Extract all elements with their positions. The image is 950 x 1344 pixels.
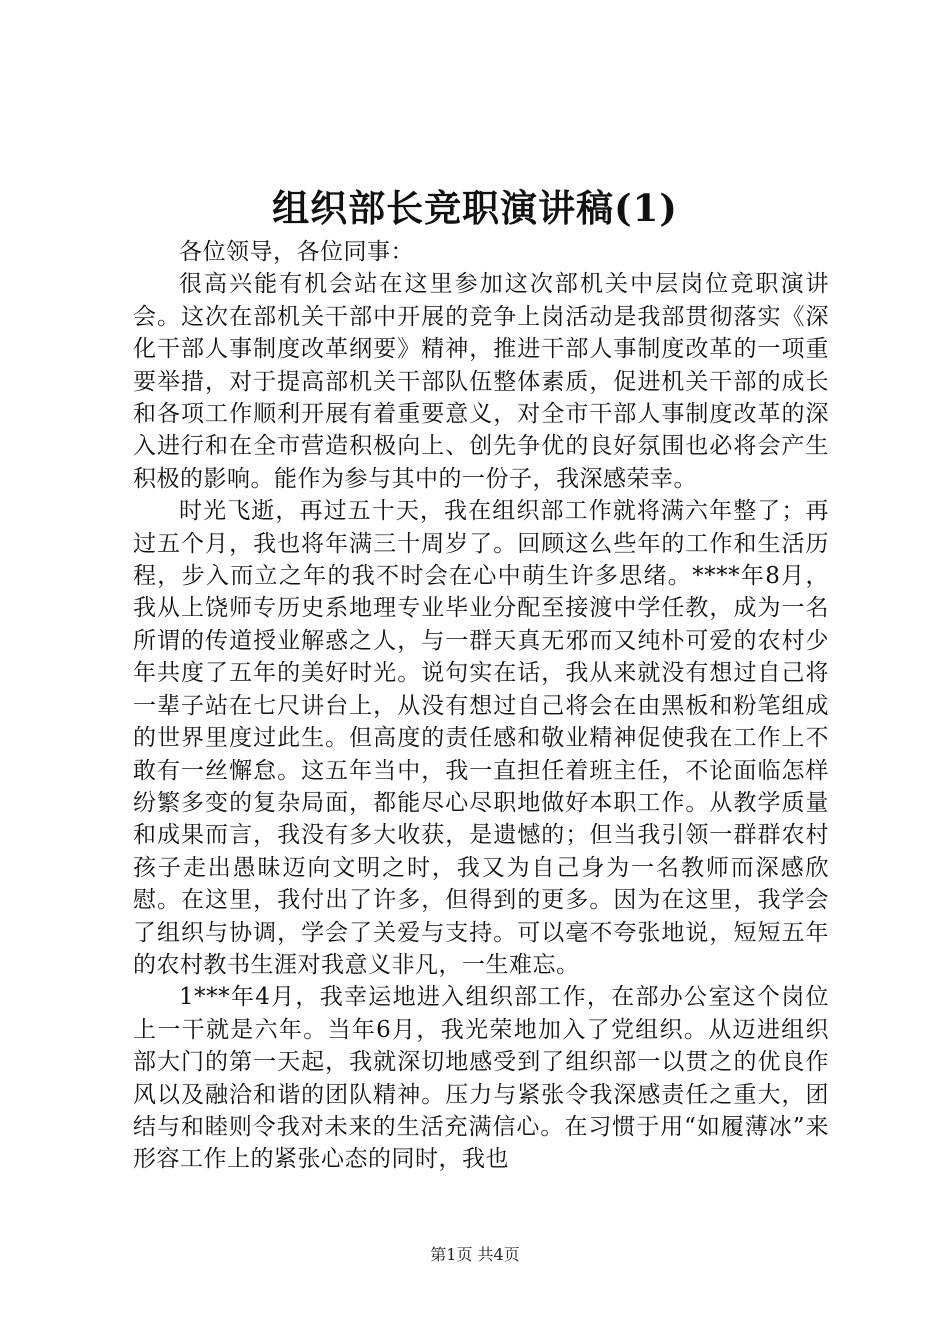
paragraph-teaching: 时光飞逝，再过五十天，我在组织部工作就将满六年整了；再过五个月，我也将年满三十周岁了。回顾这么些年的工作和生活历程，步入而立之年的我不时会在心中萌生许多思绪。****年8月，我从上饶师专历史系地理专业毕业分配至接渡中学任教，成为一名所谓的传道授业解惑之人，与一群天真无邪而又纯朴可爱的农村少年共度了五年的美好时光。说句实在话，我从来就没有想过自己将一辈子站在七尺讲台上，从没有想过自己将会在由黑板和粉笔组成的世界里度过此生。但高度的责任感和敬业精神促使我在工作上不敢有一丝懈怠。这五年当中，我一直担任着班主任，不论面临怎样纷繁多变的复杂局面，都能尽心尽职地做好本职工作。从教学质量和成果而言，我没有多大收获，是遗憾的；但当我引领一群群农村孩子走出愚昧迈向文明之时，我又为自己身为一名教师而深感欣慰。在这里，我付出了许多，但得到的更多。因为在这里，我学会了组织与协调，学会了关爱与支持。可以毫不夸张地说，短短五年的农村教书生涯对我意义非凡，一生难忘。	[133, 498, 829, 978]
paragraph-salutation: 各位领导，各位同事：	[179, 239, 414, 265]
document-body	[133, 236, 829, 1176]
paragraph-organization: 1***年4月，我幸运地进入组织部工作，在部办公室这个岗位上一干就是六年。当年6月，我光荣地加入了党组织。从迈进组织部大门的第一天起，我就深切地感受到了组织部一以贯之的优良作风以及融洽和谐的团队精神。压力与紧张令我深感责任之重大，团结与和睦则令我对未来的生活充满信心。在习惯于用“如履薄冰”来形容工作上的紧张心态的同时，我也	[133, 984, 829, 1173]
page-footer: 第1页 共4页	[430, 1245, 520, 1264]
paragraph-intro: 很高兴能有机会站在这里参加这次部机关中层岗位竞职演讲会。这次在部机关干部中开展的竞争上岗活动是我部贯彻落实《深化干部人事制度改革纲要》精神，推进干部人事制度改革的一项重要举措，对于提高部机关干部队伍整体素质，促进机关干部的成长和各项工作顺利开展有着重要意义，对全市干部人事制度改革的深入进行和在全市营造积极向上、创先争优的良好氛围也必将会产生积极的影响。能作为参与其中的一份子，我深感荣幸。	[133, 271, 829, 492]
document-title: 组织部长竞职演讲稿(1)	[272, 186, 678, 230]
